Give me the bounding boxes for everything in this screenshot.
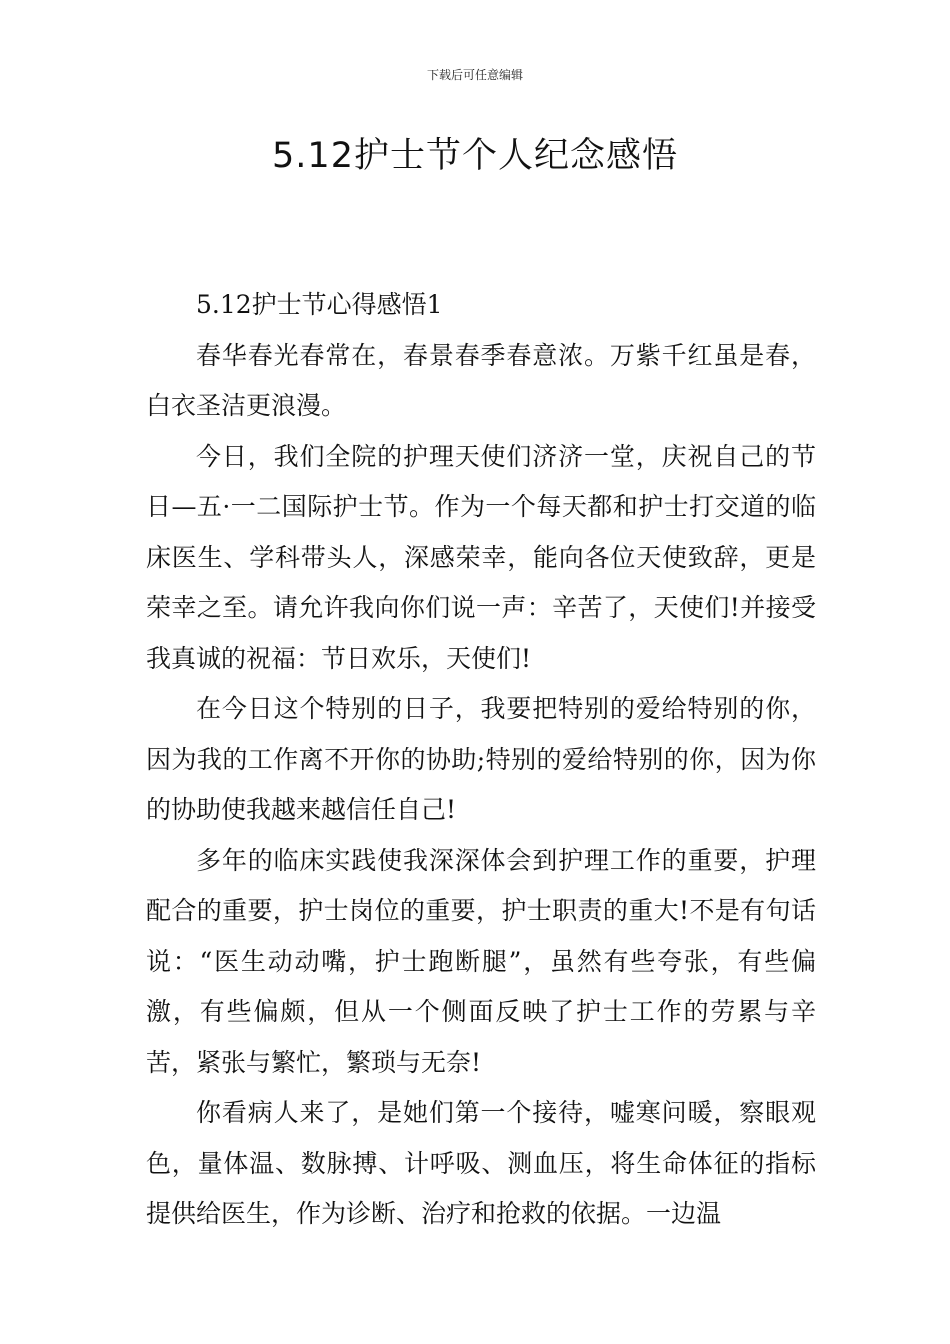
- document-body: [146, 280, 816, 1240]
- section-heading: 5.12护士节心得感悟1: [196, 290, 443, 319]
- paragraph: 春华春光春常在，春景春季春意浓。万紫千红虽是春，白衣圣洁更浪漫。: [146, 340, 816, 420]
- paragraph: 今日，我们全院的护理天使们济济一堂，庆祝自己的节日—五·一二国际护士节。作为一个每天都和护士打交道的临床医生、学科带头人，深感荣幸，能向各位天使致辞，更是荣幸之至。请允许我向你们说一声：辛苦了，天使们!并接受我真诚的祝福：节日欢乐，天使们!: [146, 441, 816, 673]
- paragraph: 你看病人来了，是她们第一个接待，嘘寒问暖，察眼观色，量体温、数脉搏、计呼吸、测血压，将生命体征的指标提供给医生，作为诊断、治疗和抢救的依据。一边温: [146, 1098, 816, 1228]
- paragraph: 在今日这个特别的日子，我要把特别的爱给特别的你，因为我的工作离不开你的协助;特别的爱给特别的你，因为你的协助使我越来越信任自己!: [146, 694, 816, 824]
- document-title: 5.12护士节个人纪念感悟: [272, 136, 678, 176]
- paragraph: 多年的临床实践使我深深体会到护理工作的重要，护理配合的重要，护士岗位的重要，护士职责的重大!不是有句话说：“医生动动嘴，护士跑断腿”，虽然有些夸张，有些偏激，有些偏颇，但从一个侧面反映了护士工作的劳累与辛苦，紧张与繁忙，繁琐与无奈!: [146, 845, 816, 1077]
- header-note: 下载后可任意编辑: [426, 68, 523, 82]
